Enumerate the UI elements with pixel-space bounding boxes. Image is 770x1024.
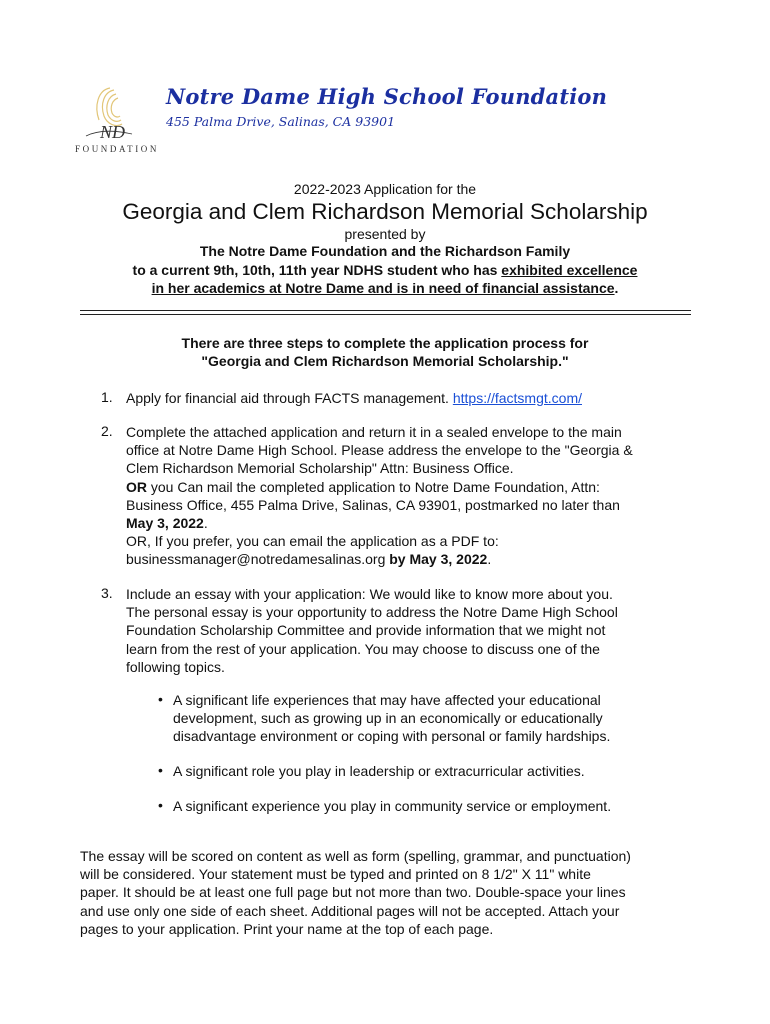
divider-bottom <box>80 314 691 315</box>
steps-intro: There are three steps to complete the application process for "Georgia and Clem Richardson Memorial Scholarship." <box>181 335 589 369</box>
topic-3: A significant experience you play in community service or employment. <box>173 798 612 814</box>
scholarship-title: Georgia and Clem Richardson Memorial Scholarship <box>122 199 648 224</box>
foundation-name: Notre Dame High School Foundation <box>166 84 608 109</box>
logo-wordmark: FOUNDATION <box>75 144 159 154</box>
eligibility-line-2: in her academics at Notre Dame and is in need of financial assistance. <box>151 280 619 296</box>
svg-text:ND: ND <box>100 122 126 142</box>
step-1-number: 1. <box>101 389 113 405</box>
step-3-text: Include an essay with your application: We would like to know more about you. The personal essay is your opportunity to address the Notre Dame High School Foundation Scholarship Committee and provide information that we might not learn from the rest of your application. You may choose to discuss one of the following topics. <box>126 586 618 675</box>
eligibility-line-1: to a current 9th, 10th, 11th year NDHS student who has exhibited excellence <box>132 262 638 278</box>
foundation-address: 455 Palma Drive, Salinas, CA 93901 <box>166 114 396 129</box>
bullet-1: • <box>158 691 163 707</box>
step-3-number: 3. <box>101 585 113 601</box>
bullet-2: • <box>158 762 163 778</box>
divider-top <box>80 310 691 311</box>
presenters: The Notre Dame Foundation and the Richardson Family <box>199 243 571 259</box>
topic-1: A significant life experiences that may have affected your educational development, such as growing up in an economically or educationally disadvantage environment or coping with personal or family hardships. <box>173 692 611 745</box>
bullet-3: • <box>158 797 163 813</box>
facts-link[interactable]: https://factsmgt.com/ <box>452 390 582 406</box>
application-year: 2022-2023 Application for the <box>293 181 477 197</box>
business-email: businessmanager@notredamesalinas.org <box>126 551 390 568</box>
step-1-text: Apply for financial aid through FACTS management. https://factsmgt.com/ <box>126 390 582 406</box>
topic-2: A significant role you play in leadership or extracurricular activities. <box>173 763 585 779</box>
essay-instructions: The essay will be scored on content as well as form (spelling, grammar, and punctuation) will be considered. Your statement must be typed and printed on 8 1/2" X 11" white paper. It should be at least one full page but not more than two. Double-space your lines and use only one side of each sheet. Additional pages will not be accepted. Attach your pages to your application. Print your name at the top of each page. <box>80 848 631 937</box>
step-2-number: 2. <box>101 423 113 439</box>
presented-by: presented by <box>344 226 426 242</box>
step-2-text: Complete the attached application and return it in a sealed envelope to the main office at Notre Dame High School. Please address the envelope to the "Georgia & Clem Richardson Memorial Scholarship" Attn: Business Office. OR you Can mail the completed application to Notre Dame Foundation, Attn: Business Office, 455 Palma Drive, Salinas, CA 93901, postmarked no later than May 3, 2022. OR, If you prefer, you can email the application as a PDF to: businessmanager@notredamesalinas.org by May 3, 2022. <box>126 424 633 568</box>
